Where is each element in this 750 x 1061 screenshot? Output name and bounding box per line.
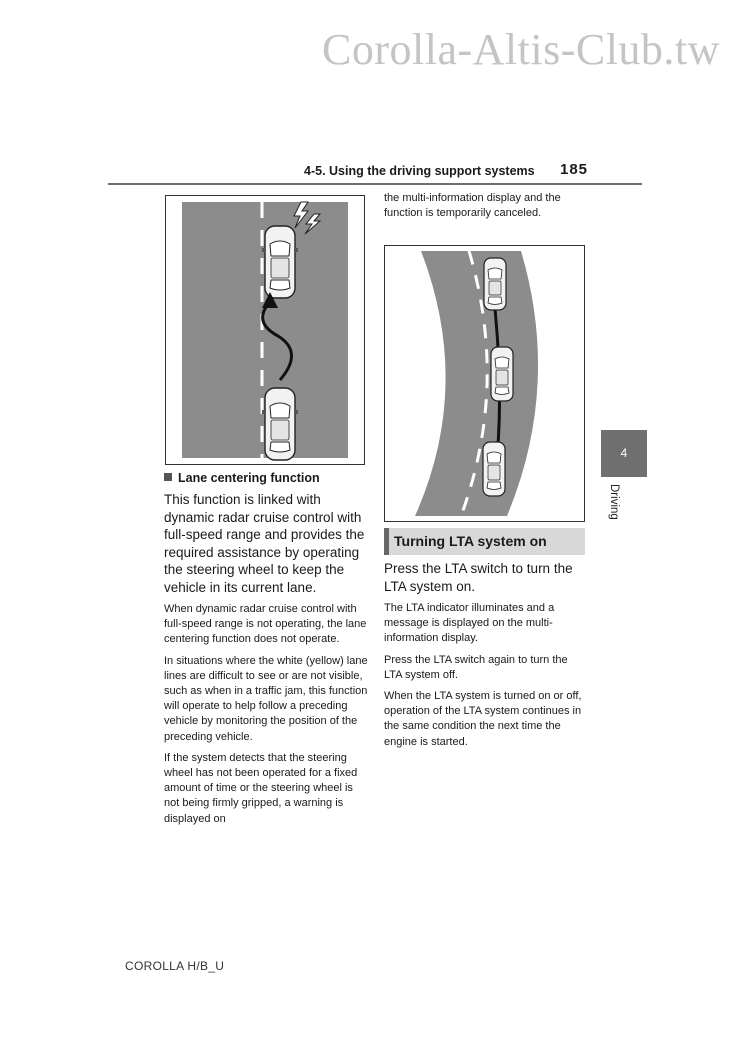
paragraph: When dynamic radar cruise control with full-speed range is not operating, the lane centering function does not operate.: [164, 603, 367, 646]
lane-departure-illustration: [165, 195, 365, 465]
paragraph: the multi-information display and the function is temporarily canceled.: [384, 192, 561, 220]
lane-centering-heading: [164, 470, 368, 486]
chapter-tab: 4: [601, 430, 647, 477]
lane-centering-intro: This function is linked with dynamic radar cruise control with full-speed range and provides the required assistance by operating the steering wheel to keep the vehicle in its current lane.: [164, 492, 365, 595]
watermark-text: Corolla-Altis-Club.tw: [322, 25, 720, 74]
right-column-continued: [384, 191, 584, 227]
square-bullet-icon: [164, 473, 172, 481]
chapter-label: Driving: [608, 484, 620, 520]
paragraph: In situations where the white (yellow) lane lines are difficult to see or are not visible, such as when in a traffic jam, this function will operate to help follow a preceding vehicle by monitoring the position of the preceding vehicle.: [164, 654, 368, 743]
curved-road-surface: [415, 251, 538, 516]
paragraph: The LTA indicator illuminates and a message is displayed on the multi-information display.: [384, 602, 555, 645]
header-rule: [108, 183, 642, 185]
paragraph: Press the LTA switch again to turn the LTA system off.: [384, 653, 568, 681]
lta-on-intro: Press the LTA switch to turn the LTA system on.: [384, 561, 573, 594]
heading-text: Lane centering function: [178, 471, 320, 485]
lane-centering-illustration: [384, 245, 585, 522]
left-column: [164, 470, 368, 833]
paragraph: If the system detects that the steering wheel has not been operated for a fixed amount of time or the steering wheel is not being firmly gripped, a warning is displayed on: [164, 751, 358, 825]
paragraph: When the LTA system is turned on or off, operation of the LTA system continues in the same condition the next time the engine is started.: [384, 690, 582, 748]
vehicle-front: [484, 258, 506, 310]
section-title: 4-5. Using the driving support systems: [304, 164, 535, 178]
page-number: 185: [560, 161, 589, 178]
vehicle-rear: [483, 442, 505, 496]
vehicle-middle: [491, 347, 513, 401]
vehicle-upper: [262, 226, 298, 298]
turning-lta-on-heading: Turning LTA system on: [384, 528, 585, 555]
right-column: [384, 560, 586, 756]
model-code: COROLLA H/B_U: [125, 959, 225, 973]
vehicle-lower: [262, 388, 298, 460]
